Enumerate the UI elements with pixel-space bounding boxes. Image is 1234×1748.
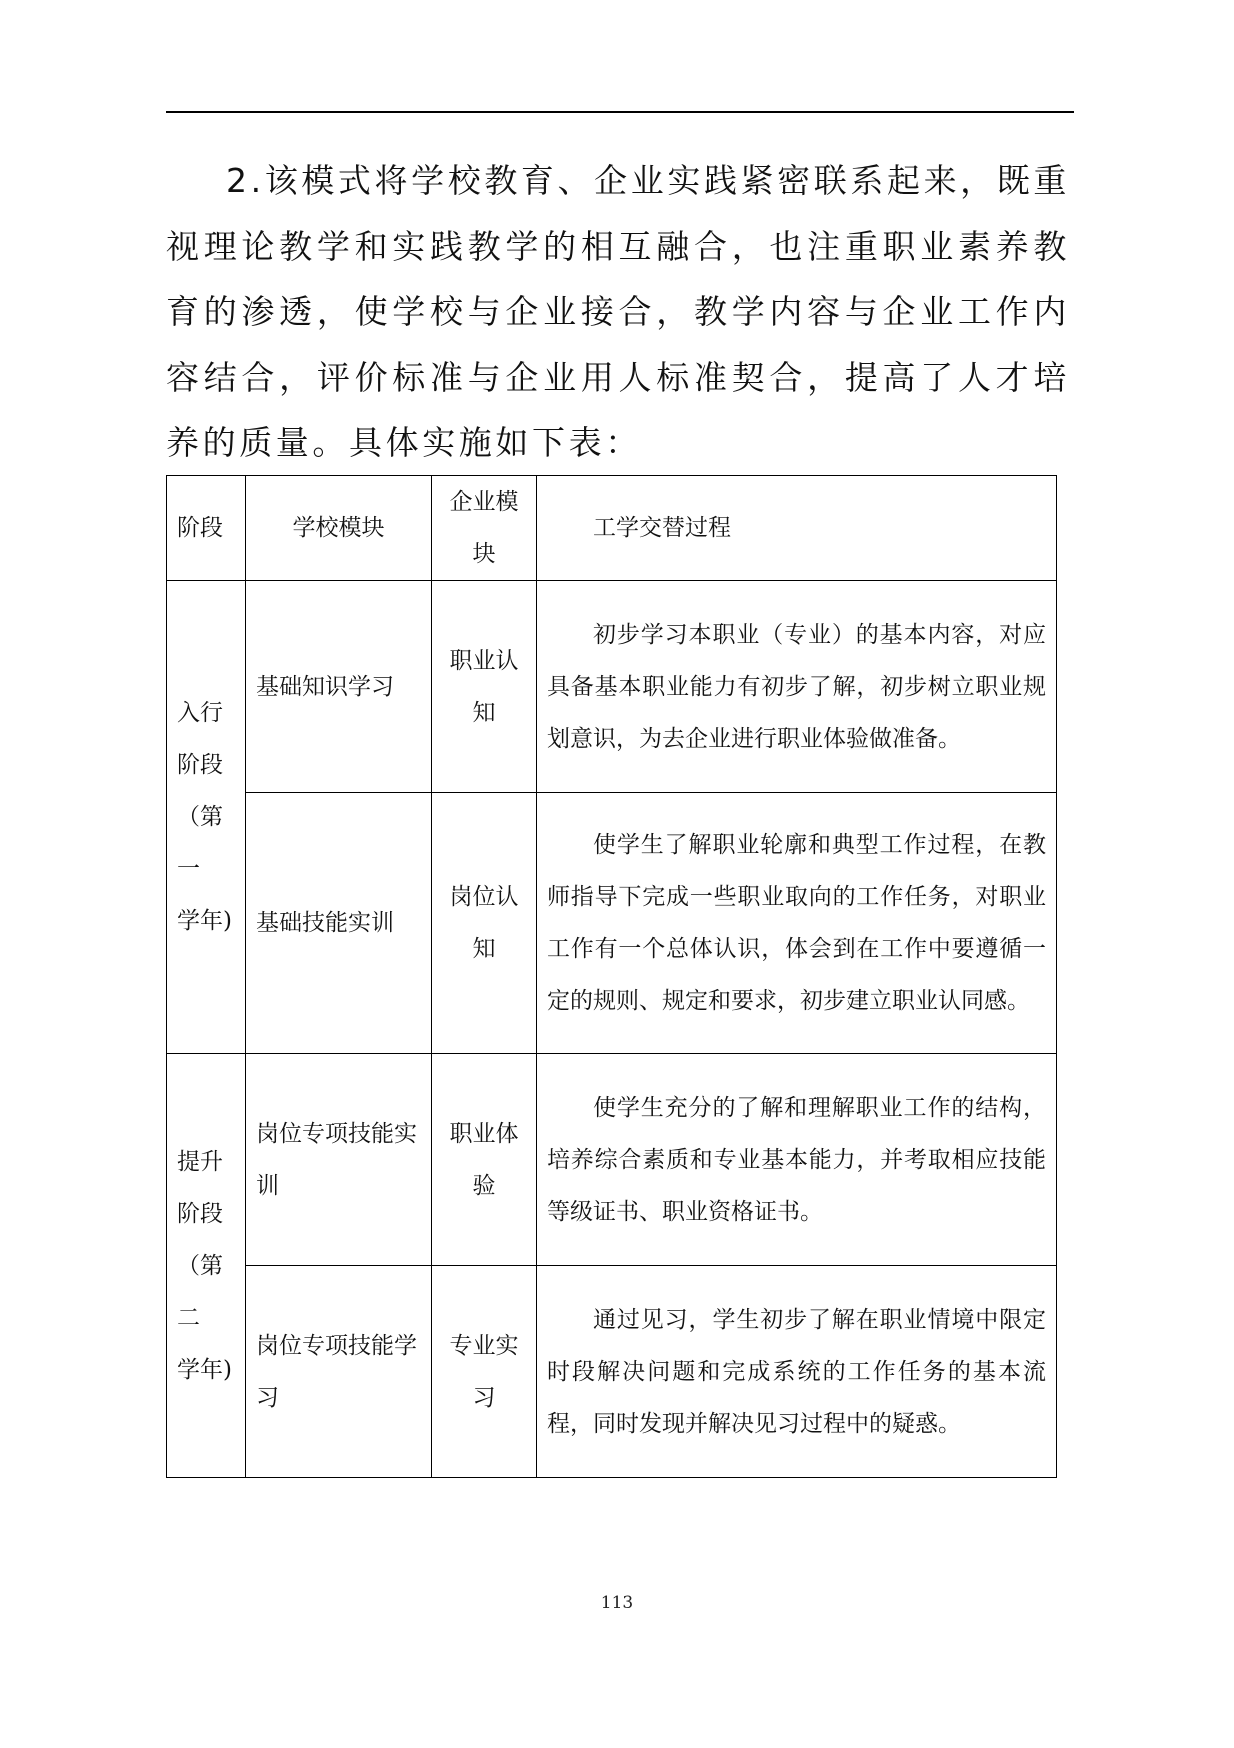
company-module-cell: 职业认知	[432, 581, 537, 793]
process-cell: 使学生了解职业轮廓和典型工作过程，在教师指导下完成一些职业取向的工作任务，对职业工作有一个总体认识，体会到在工作中要遵循一定的规则、规定和要求，初步建立职业认同感。	[537, 793, 1057, 1054]
table-row	[167, 1054, 1057, 1266]
school-module-cell: 岗位专项技能实训	[246, 1054, 432, 1266]
stage-cell-entry	[167, 581, 246, 1054]
school-module-cell: 岗位专项技能学习	[246, 1266, 432, 1478]
implementation-table	[166, 475, 1057, 1478]
table-row	[167, 793, 1057, 1054]
header-stage: 阶段	[167, 476, 246, 581]
stage-line: 阶段	[177, 1200, 223, 1227]
company-module-cell: 专业实习	[432, 1266, 537, 1478]
process-cell: 通过见习，学生初步了解在职业情境中限定时段解决问题和完成系统的工作任务的基本流程，同时发现并解决见习过程中的疑惑。	[537, 1266, 1057, 1478]
stage-line: （第 一	[177, 804, 223, 882]
stage-line: 阶段	[177, 752, 223, 778]
header-process: 工学交替过程	[537, 476, 1057, 581]
stage-line: 入行	[177, 700, 223, 726]
stage-line: （第 二	[177, 1252, 223, 1331]
table-row	[167, 581, 1057, 793]
school-module-cell: 基础知识学习	[246, 581, 432, 793]
process-cell: 使学生充分的了解和理解职业工作的结构，培养综合素质和专业基本能力，并考取相应技能等级证书、职业资格证书。	[537, 1054, 1057, 1266]
stage-cell-advance	[167, 1054, 246, 1478]
company-module-cell: 岗位认知	[432, 793, 537, 1054]
table-header-row	[167, 476, 1057, 581]
stage-line: 提升	[177, 1148, 223, 1175]
company-module-cell: 职业体验	[432, 1054, 537, 1266]
header-rule	[166, 111, 1074, 113]
stage-line: 学年)	[177, 1356, 232, 1383]
stage-line: 学年)	[177, 908, 232, 934]
process-cell: 初步学习本职业（专业）的基本内容，对应具备基本职业能力有初步了解，初步树立职业规划意识，为去企业进行职业体验做准备。	[537, 581, 1057, 793]
school-module-cell: 基础技能实训	[246, 793, 432, 1054]
header-school-module: 学校模块	[246, 476, 432, 581]
paragraph-text: 2.该模式将学校教育、企业实践紧密联系起来，既重视理论教学和实践教学的相互融合，也注重职业素养教育的渗透，使学校与企业接合，教学内容与企业工作内容结合，评价标准与企业用人标准契合，提高了人才培养的质量。具体实施如下表：	[166, 161, 1070, 462]
header-company-module: 企业模块	[432, 476, 537, 581]
table-row	[167, 1266, 1057, 1478]
page-number: 113	[600, 1593, 634, 1613]
body-paragraph	[166, 148, 1070, 476]
